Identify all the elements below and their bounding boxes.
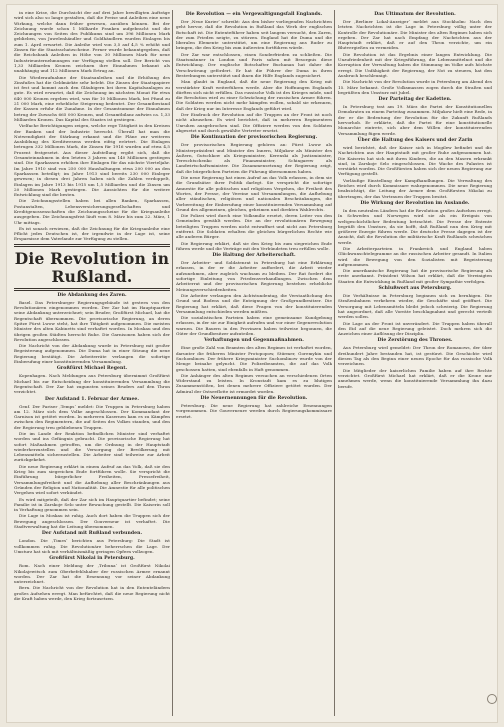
paragraph: Die Anhänger des alten Regimes versuchen an verschiedenen Orten Widerstand zu leisten. In Kronstadt kam es zu blutigen Zusammenstößen, bei denen mehrere Offiziere getötet wurden. Der Admiral der Ostseeflotte ist ermordet worden. (176, 372, 332, 394)
section-heading: Über die Haltung des Kaisers und der Zarin (357, 137, 473, 143)
paragraph: Die im Lande der Reaktion befindlichen Minister sind verhaftet worden und ins Gefängnis gebracht. Die provisorische Regierung hat sofort Maßnahmen getroffen, um die Ordnung in der Hauptstadt wiederherzustellen und die Versorgung der Bevölkerung mit Lebensmitteln sicherzustellen. Die Arbeiter sind teilweise zur Arbeit zurückgekehrt. (14, 431, 170, 463)
column-rule (172, 10, 173, 716)
paragraph: Vorläufige Einstellung der Kampfhandlungen. Die Verwaltung des Reiches wird durch Kommissare wahrgenommen. Die neue Regierung beabsichtigt, die Leitung der Armee dem Großfürsten Nikolai zu übertragen, der das Vertrauen der Truppen besitzt. (338, 177, 492, 199)
paragraph: In den neutralen Ländern hat die Revolution großes Aufsehen erregt. In Schweden und Norwegen wird sie als ein Ereignis von weltgeschichtlicher Bedeutung betrachtet. Die Presse der Entente begrüßt den Umsturz, da sie hofft, daß Rußland nun den Krieg mit größerer Energie führen werde. Die deutsche Presse dagegen ist der Ansicht, daß die Revolution die militärische Kraft Rußlands schwächen werde. (338, 207, 492, 245)
paragraph: Vielfache Berichtigungen zeigen, welche rege Tätigkeit in den Kreisen der Banken und der Industrie herrscht. Überall hat man die Notwendigkeit der Stärkung erkannt und die Pläne zur weiteren Ausbildung des Kreditwesens werden eifrig erörtert. Die Einlagen betrugen 332 Millionen Mark, die Zinsen für 1916 wurden auf etwa 4,5 Prozent festgesetzt. Aus dieser Aufstellung ergibt sich, daß die Gesamteinnahmen in den letzten 3 Jahren um 140 Millionen gestiegen sind. Die Sparkassen erhöhen ihre Einlagen für das nächste Vierteljahr. Im Jahre 1910 sind von 250 000 Haushaltungen etwa 200 000 an den Sparkassen beteiligt; im Jahre 1913 sind bereits 230 000 Einleger gewesen; in diesen drei Jahren haben sich die Zahlen verdoppelt, Einlagen im Jahre 1913 bis 1915 um 1,5 Milliarden und die Zinsen um 20 Millionen Mark gestiegen. Die Aussichten für die weitere Entwicklung sind die besten. (14, 123, 170, 198)
paragraph: Der provisorischen Regierung gehören an: Fürst Lwow als Ministerpräsident und Minister des Innern, Miljukow als Minister des Äußern, Gutschkow als Kriegsminister, Kerenski als Justizminister, Tereschtschenko als Finanzminister, Schingarew als Landwirtschaftsminister. Die Zusammensetzung der Regierung zeigt, daß die bürgerlichen Parteien die Führung übernommen haben. (176, 142, 332, 174)
page-headline: Die Revolution in Rußland. (14, 248, 170, 286)
paragraph: Die Regierung erklärt, daß sie den Krieg bis zum siegreichen Ende führen werde und die Verträge mit den Verbündeten treu erfüllen wolle. (176, 240, 332, 251)
section-heading: Die Zerstörung des Thrones. (377, 338, 453, 344)
section-heading: Der Aufstand mit Rußland verbunden. (41, 531, 143, 537)
paragraph: Die sozialistischen Parteien haben eine gemeinsame Kundgebung erlassen, in der sie zur Einigkeit aufrufen und vor einer Gegenrevolution warnen. Die Bauern in den Provinzen haben teilweise begonnen, die Güter der Grundbesitzer aufzuteilen. (176, 315, 332, 337)
paragraph: Die Revolution ist das Ergebnis einer langen Entwicklung. Die Unzufriedenheit mit der Kriegsführung, die Lebensmittelnot und die Korruption der Verwaltung haben die Stimmung im Volke aufs höchste erregt. Die Unfähigkeit der Regierung, der Not zu steuern, hat den Ausbruch beschleunigt. (338, 51, 492, 78)
section-heading: Großfürst Nikolai in Petersburg. (49, 556, 135, 562)
section-heading: Schlußwort aus Petersburg. (378, 286, 452, 292)
paragraph: Eine große Zahl von Beamten des alten Regimes ist verhaftet worden, darunter die früheren Minister Protopopow, Stürmer, Goremykin und Suchomlinow. Der frühere Kriegsminister Suchomlinow wurde von der Menge beinahe gelyncht. Die Polizeibeamten, die auf das Volk geschossen hatten, sind ebenfalls in Haft genommen. (176, 345, 332, 372)
paragraph: Es ist sonach erwiesen, daß die Zeichnung für die Kriegsanleihe eine Pflicht jedes Deutschen ist, der irgendwie in der Lage ist, seine Ersparnisse dem Vaterlande zur Verfügung zu stellen. (14, 225, 170, 242)
paragraph: Die Mitglieder der kaiserlichen Familie haben auf ihre Rechte verzichtet. Großfürst Michael hat erklärt, daß er die Krone nur annehmen werde, wenn die konstituierende Versammlung ihn dazu berufe. (338, 367, 492, 389)
paragraph: London. Die ‚Times‘ berichten aus Petersburg: Die Stadt ist vollkommen ruhig. Die Revolutionäre beherrschen die Lage. Der Umsturz hat sich mit verhältnismäßig geringen Opfern vollzogen. (14, 538, 170, 554)
paragraph: Die Arbeiter verlangen den Achtstundentag, die Verstaatlichung des Grund und Bodens und die Enteignung der Großgrundbesitzer. Die Regierung hat erklärt, daß diese Fragen von der konstituierenden Versammlung entschieden werden müßten. (176, 292, 332, 314)
paragraph: Die neue Regierung erklärt in einem Aufruf an das Volk, daß sie den Krieg bis zum siegreichen Ende fortführen wolle. Sie verspricht die Einführung bürgerlicher Freiheiten, Pressefreiheit, Versammlungsfreiheit und die Aufhebung aller Beschränkungen aus Gründen der Religion und Nationalität. Die Amnestie für alle politischen Vergehen wird sofort verkündet. (14, 463, 170, 496)
section-heading: Verhaftungen und Gegenmaßnahmen. (204, 338, 304, 344)
paragraph: Der Arbeiter- und Soldatenrat in Petersburg hat eine Erklärung erlassen, in der er die Arbeiter auffordert, die Arbeit wieder aufzunehmen, aber zugleich wachsam zu bleiben. Der Rat fordert die sofortige Einleitung von Friedensverhandlungen. Zwischen dem Arbeiterrat und der provisorischen Regierung bestehen erhebliche Meinungsverschiedenheiten. (176, 260, 332, 292)
paragraph: in eine Krise, die Durchsicht der auf drei Jahre bewilligten Aufträge wird sich also so lange gestalten, daß die Preise und Anleihen eine neue Wirkung, welche dann früher gewesen, ausüben können. Bei der Zeichnung wurde schon 1 Milliarde Franken aufgebracht und die Zeichnungen von Seiten des Publikums sind um 396 Millionen Mark geblieben, von Juwelenhändler und Goldhändlern wurden Einlagen bis zum 1. April erwartet. Die Anleihe wird von 3,5 auf 4,5 % erhöht und Zinsen für die Staatsschatzscheine. Ferner wurde bekanntgegeben, daß die Reichsbank Anleihen in Höhe von 30 Millionen Mark für neue Industrieunternehmungen zur Verfügung stellen soll. Der Bericht von 1,33 Milliarden Kronen zeichnen ihre Einnahmen bekannt als unabhängig und 112 Millionen Mark Ertrag an. (14, 10, 170, 74)
paragraph: Bern. Die Nachricht von der Revolution hat in den Ententeländern großes Aufsehen erregt. Man befürchtet, daß die neue Regierung nicht die Kraft haben werde, den Krieg fortzusetzen. (14, 585, 170, 602)
paragraph: Der Zar war entschlossen, einen Sonderfrieden zu schließen. Die Staatsmänner in London und Paris sahen mit Besorgnis diese Entwicklung. Der englische Botschafter Buchanan hat daher die Verschwörung gefördert. Er hat die Führer der Duma in ihren Bestrebungen unterstützt und ihnen die Hilfe Englands zugesichert. (176, 51, 332, 78)
section-heading: Die Wirkung der Revolution im Auslande. (360, 200, 470, 206)
paragraph: Rom. Nach einer Meldung der ‚Tribuna‘ ist Großfürst Nikolai Nikolajewitsch zum Oberbefehlshaber der russischen Armee ernannt worden. Der Zar hat die Ernennung vor seiner Abdankung unterzeichnet. (14, 563, 170, 585)
paragraph: Basel. Das Petersburger Regierungsgebäude ist gestern von den Revolutionären eingenommen worden. Der Zar hat im Hauptquartier seine Abdankung unterzeichnet; sein Bruder, Großfürst Michael, hat die Regentschaft übernommen. Die provisorische Regierung, an deren Spitze Fürst Lwow steht, hat ihre Tätigkeit aufgenommen. Die meisten Minister des alten Kabinetts sind verhaftet worden. In Moskau und den übrigen großen Städten herrscht Ruhe. Die Garnisonen haben sich der Revolution angeschlossen. (14, 299, 170, 342)
paragraph: Der ‚Berliner Lokal-Anzeiger‘ meldet aus Stockholm: Nach den letzten Nachrichten ist die Lage in Petersburg völlig unter der Kontrolle der Revolutionäre. Die Minister des alten Regimes haben sich ergeben. Der Zar hat nach Empfang der Nachrichten aus der Hauptstadt erklärt, daß er auf den Thron verzichte, um ein Blutvergießen zu vermeiden. (338, 19, 492, 51)
section-heading: Die Revolution — ein Vergewaltigungsfall Englands. (185, 12, 323, 17)
paragraph: Aus Petersburg wird gemeldet: Der Thron der Romanows, der über dreihundert Jahre bestanden hat, ist gestürzt. Die Geschichte wird diesen Tag als den Beginn einer neuen Epoche für das russische Volk verzeichnen. (338, 345, 492, 367)
newspaper-page (6, 4, 498, 723)
paragraph: Die Wiederaufnahme der Staatsanleihen und die Erhöhung des Zinsfußes hat die Geldmärkte sehr belebt. Die Zinsen der Staatspapiere ist fest und kommt auch den Gläubigern bei ihren Kapitalsanlagen zu gute. Es wird erwartet, daß die Zeichnung im nächsten Monat für etwa 640 000 Kronen ergeben wird, was für 10 Millionen Mark, bei Pfund zu 21 000 Mark, eine erhebliche Steigerung bedeutet. Der Gesamtbestand der Kassen erfuhr die Zunahme. In der Gesamtsumme der Einnahmen betrug der Zuwachs 665 000 Kronen, und Gesamtbilanz aufwies ca. 1,33 Milliarden Kronen. Das Kapital des Staates ist gestiegen. (14, 74, 170, 122)
paragraph: Die Lage an der Front ist unverändert. Die Truppen haben überall den Eid auf die neue Regierung geleistet. Doch mehren sich die Anzeichen einer Auflösung der Disziplin. (338, 320, 492, 337)
paragraph: Der Eindruck der Revolution auf die Truppen an der Front ist noch nicht abzusehen. Es wird berichtet, daß in mehreren Regimentern Unruhen ausgebrochen sind. Die Offiziere werden von den Soldaten abgesetzt und durch gewählte Vertreter ersetzt. (176, 112, 332, 133)
section-heading: Die Neuernennungen für die Revolution. (200, 396, 308, 401)
section-heading: Die Haltung der Arbeiterschaft. (212, 253, 296, 259)
divider (14, 244, 170, 247)
paragraph: In Petersburg trat am 19. März die Partei der Konstitutionellen Demokraten zu einem Parteitag zusammen. Miljukow hielt eine Rede, in der er die Bedeutung der Revolution für die Zukunft Rußlands hervorhob. Er erklärte, daß die Partei für eine konstitutionelle Monarchie eintrete, sich aber dem Willen der konstituierenden Versammlung fügen werde. (338, 104, 492, 136)
paragraph: Die Nachricht von der Revolution wurde in Petersburg am Abend des 15. März bekannt. Große Volksmassen zogen durch die Straßen und begrüßten den Umsturz mit Jubel. (338, 79, 492, 95)
paragraph: Die neue Regierung hat einen Aufruf an das Volk erlassen, in dem sie die Grundsätze ihrer Politik darlegt. Sie verspricht die sofortige Amnestie für alle politischen und religiösen Vergehen, die Freiheit des Wortes, der Presse, der Vereine und Versammlungen, die Aufhebung aller ständischen, religiösen und nationalen Beschränkungen, die Vorbereitung der Einberufung einer konstituierenden Versammlung auf Grund des allgemeinen, gleichen, geheimen und direkten Wahlrechts. (176, 175, 332, 212)
paragraph: Die Arbeiterparteien in Frankreich und England haben Glückwunschtelegramme an die russischen Arbeiter gesandt. In Italien wird die Bewegung von den Sozialisten mit Begeisterung aufgenommen. (338, 245, 492, 267)
column-1 (14, 10, 170, 716)
paragraph: Genf. Der Pariser ‚Temps‘ meldet: Die Truppen in Petersburg haben am 12. März sich dem Volke angeschlossen. Der Kommandant der Garnison ist getötet worden. In mehreren Kasernen kam es zu Kämpfen zwischen den Regimentern, die auf Seiten des Volkes standen, und den der Regierung treu gebliebenen Truppen. (14, 403, 170, 430)
paragraph: wird berichtet, daß der Kaiser sich in Mogilew befindet und die Nachrichten aus der Hauptstadt mit großer Ruhe aufgenommen hat. Die Kaiserin hat sich mit ihren Kindern, die an den Masern erkrankt sind, in Zarskoje Selo eingeschlossen. Die Wache des Palastes ist verstärkt worden. Die Großfürsten haben sich der neuen Regierung zur Verfügung gestellt. (338, 144, 492, 177)
paragraph: Die Nachricht von der Abdankung wurde in Petersburg mit großer Begeisterung aufgenommen. Die Duma hat in einer Sitzung die neue Regierung bestätigt. Die Arbeiterräte verlangen die sofortige Einberufung einer konstituierenden Versammlung. (14, 343, 170, 365)
paragraph: Es wird mitgeteilt, daß der Zar sich im Hauptquartier befindet; seine Familie ist in Zarskoje Selo unter Bewachung gestellt. Die Kaiserin soll in Verhaftung genommen sein. (14, 496, 170, 513)
page-registration-mark (487, 694, 497, 704)
paragraph: Die amerikanische Regierung hat die provisorische Regierung als erste anerkannt. Präsident Wilson hat erklärt, daß die Vereinigten Staaten die Entwicklung in Rußland mit großer Sympathie verfolgen. (338, 268, 492, 284)
col1-mid-paragraphs (14, 123, 170, 242)
divider (14, 288, 170, 291)
paragraph: Kopenhagen. Nach Meldungen aus Petersburg übernimmt Großfürst Michael bis zur Entscheidung der konstituierenden Versammlung die Regentschaft. Der Zar hat zugunsten seines Bruders auf den Thron verzichtet. (14, 373, 170, 395)
section-heading: Das Ultimatum der Revolution. (374, 12, 456, 17)
section-heading: Die Abdankung des Zaren. (57, 292, 127, 298)
column-rule (334, 10, 335, 716)
section-heading: Die Kontinuation der provisorischen Regierung. (190, 135, 318, 141)
paragraph: Der ‚Neue Kurier‘ schreibt: Aus den bisher vorliegenden Nachrichten geht hervor, daß die Revolution in Rußland das Werk der englischen Botschaft ist. Die Ententeführer haben seit langem versucht, den Zaren, der zum Frieden neigte, zu stürzen. England hat die Duma und die liberalen Elemente unterstützt, um eine Regierung ans Ruder zu bringen, die den Krieg bis zum äußersten fortführen würde. (176, 19, 332, 51)
paragraph: Man glaubt in England, daß die neue Regierung den Krieg mit verstärkter Kraft weiterführen werde. Aber die Hoffnungen Englands dürften sich nicht erfüllen. Das russische Volk ist des Krieges müde, und die Revolution wird zu einer Schwächung der russischen Armee führen. Die Soldaten werden nicht mehr kämpfen wollen, sobald sie erkennen, daß der Krieg nur im Interesse Englands geführt wird. (176, 79, 332, 111)
paragraph: Petersburg. Die neue Regierung hat zahlreiche Ernennungen vorgenommen. Die Gouverneure werden durch Regierungskommissare ersetzt. (176, 403, 332, 419)
paragraph: Die Lage in Moskau ist ruhig. Auch dort haben die Truppen sich der Bewegung angeschlossen. Der Gouverneur ist verhaftet. Die Stadtverwaltung hat die Leitung übernommen. (14, 513, 170, 530)
section-heading: Der Aufstand 1. Februar der Armee. (44, 396, 140, 402)
paragraph: Die Polizei wird durch eine Volksmiliz ersetzt, deren Leiter von den Gemeinden gewählt werden. Die an der revolutionären Bewegung beteiligten Truppen werden nicht entwaffnet und nicht aus Petersburg entfernt. Die Soldaten erhalten die gleichen bürgerlichen Rechte wie alle anderen Bürger. (176, 213, 332, 240)
col1-top-paragraphs (14, 10, 170, 122)
paragraph: Die Zeichnungsstellen haben bei allen Banken, Sparkassen, Postanstalten, Lebensversicherungsgesellschaften und Kreditgenossenschaften die Zeichnungsscheine für die Kriegsanleihe ausgegeben. Die Zeichnungsfrist läuft vom 8. März bis zum 22. März, 1 Uhr mittags. (14, 198, 170, 225)
section-heading: Großfürst Michael Regent. (56, 366, 128, 372)
section-heading: Der Parteitag der Kadetten. (378, 97, 452, 103)
column-2 (176, 10, 332, 716)
paragraph: Die Verhältnisse in Petersburg beginnen sich zu beruhigen. Die Straßenbahnen verkehren wieder, die Geschäfte sind geöffnet. Die Versorgung mit Lebensmitteln bleibt jedoch schwierig. Die Regierung hat angeordnet, daß alle Vorräte beschlagnahmt und gerecht verteilt werden sollen. (338, 293, 492, 320)
column-3 (338, 10, 492, 716)
